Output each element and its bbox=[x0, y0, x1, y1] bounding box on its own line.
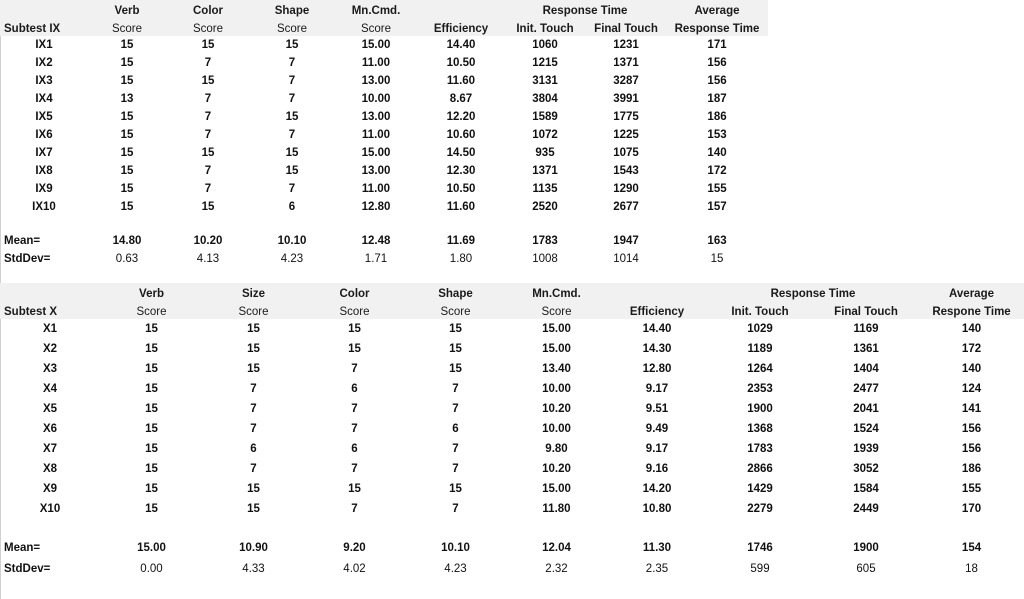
table-cell: 15 bbox=[449, 343, 462, 355]
column-header: Average bbox=[919, 283, 1024, 300]
table-cell: 6 bbox=[452, 423, 459, 435]
table-cell: 156 bbox=[707, 75, 727, 87]
table-cell: 1429 bbox=[747, 483, 773, 495]
table-cell: 15 bbox=[145, 383, 158, 395]
table-cell: 13 bbox=[120, 93, 134, 105]
table-cell: 155 bbox=[707, 183, 727, 195]
table-cell: 7 bbox=[250, 383, 257, 395]
table-cell: 15 bbox=[348, 323, 361, 335]
column-header: Mn.Cmd. bbox=[334, 0, 418, 17]
table-cell: 14.50 bbox=[446, 147, 476, 159]
table-cell: 10.20 bbox=[542, 403, 571, 415]
column-header: Score bbox=[405, 300, 506, 319]
mean-value: 12.48 bbox=[361, 235, 391, 247]
spacer-cell bbox=[0, 519, 1024, 537]
table-cell: 2449 bbox=[853, 503, 879, 515]
row-label: X6 bbox=[42, 423, 58, 435]
table-cell: 10.60 bbox=[446, 129, 476, 141]
table-cell: 7 bbox=[204, 183, 212, 195]
table-cell: 7 bbox=[250, 423, 257, 435]
column-header: Efficiency bbox=[607, 300, 707, 319]
table-cell: 1939 bbox=[853, 443, 879, 455]
table-cell: 7 bbox=[351, 423, 358, 435]
row-label: X4 bbox=[42, 383, 58, 395]
column-header: Color bbox=[304, 283, 405, 300]
table-cell: 15 bbox=[449, 483, 462, 495]
table-cell: 1264 bbox=[747, 363, 773, 375]
ix-header-row-2 bbox=[0, 17, 768, 36]
table-row bbox=[0, 339, 1024, 359]
table-cell: 15 bbox=[145, 503, 158, 515]
table-cell: 15 bbox=[120, 111, 134, 123]
table-cell: 11.00 bbox=[361, 183, 391, 195]
column-header: Shape bbox=[250, 0, 334, 17]
column-header: Score bbox=[334, 17, 418, 36]
table-cell: 11.60 bbox=[446, 75, 476, 87]
row-label: IX6 bbox=[35, 129, 53, 141]
table-cell: 15 bbox=[201, 75, 215, 87]
column-header: Response Time bbox=[666, 17, 768, 36]
column-header: Init. Touch bbox=[707, 300, 813, 319]
table-cell: 15.00 bbox=[361, 147, 391, 159]
table-cell: 1900 bbox=[747, 403, 773, 415]
table-cell: 140 bbox=[707, 147, 727, 159]
table-cell: 7 bbox=[250, 463, 257, 475]
table-cell: 7 bbox=[351, 403, 358, 415]
table-cell: 1135 bbox=[532, 183, 558, 195]
table-cell: 6 bbox=[351, 443, 358, 455]
table-cell: 9.16 bbox=[645, 463, 669, 475]
table-cell: 15 bbox=[285, 147, 299, 159]
table-cell: 14.20 bbox=[642, 483, 672, 495]
column-header: Score bbox=[203, 300, 304, 319]
table-cell: 13.40 bbox=[542, 363, 571, 375]
table-cell: 2353 bbox=[747, 383, 773, 395]
table-cell: 15 bbox=[201, 147, 215, 159]
table-cell: 1060 bbox=[532, 39, 558, 51]
mean-value: 1900 bbox=[853, 541, 879, 554]
table-cell: 8.67 bbox=[449, 93, 473, 105]
x-header-row-1 bbox=[0, 283, 1024, 300]
table-cell: 1524 bbox=[853, 423, 879, 435]
table-cell: 15.00 bbox=[542, 323, 571, 335]
stddev-label: StdDev= bbox=[4, 562, 51, 575]
column-header bbox=[0, 283, 100, 300]
table-cell: 156 bbox=[961, 423, 982, 435]
column-header: Final Touch bbox=[813, 300, 919, 319]
table-cell: 155 bbox=[961, 483, 982, 495]
row-label: IX9 bbox=[35, 183, 53, 195]
spacer-row bbox=[0, 216, 768, 232]
row-label: X1 bbox=[42, 323, 58, 335]
table-row bbox=[0, 399, 1024, 419]
table-cell: 1368 bbox=[747, 423, 773, 435]
table-row bbox=[0, 36, 768, 54]
table-cell: 14.30 bbox=[642, 343, 672, 355]
table-row bbox=[0, 359, 1024, 379]
table-cell: 172 bbox=[707, 165, 727, 177]
table-row bbox=[0, 144, 768, 162]
table-cell: 15.00 bbox=[361, 39, 391, 51]
mean-label: Mean= bbox=[4, 235, 41, 247]
table-cell: 10.00 bbox=[542, 423, 571, 435]
ix-header-row-1 bbox=[0, 0, 768, 17]
row-label: X9 bbox=[42, 483, 58, 495]
table-cell: 6 bbox=[351, 383, 358, 395]
table-cell: 1075 bbox=[613, 147, 639, 159]
table-cell: 11.80 bbox=[542, 503, 571, 515]
table-cell: 7 bbox=[351, 463, 358, 475]
table-cell: 140 bbox=[961, 323, 982, 335]
x-header-row-2 bbox=[0, 300, 1024, 319]
table-row bbox=[0, 459, 1024, 479]
table-cell: 1215 bbox=[532, 57, 558, 69]
table-row bbox=[0, 439, 1024, 459]
stddev-value: 605 bbox=[856, 562, 876, 575]
stddev-value: 0.00 bbox=[140, 562, 163, 575]
table-cell: 15 bbox=[145, 483, 158, 495]
table-cell: 9.80 bbox=[545, 443, 568, 455]
mean-value: 11.30 bbox=[642, 541, 672, 554]
table-cell: 10.50 bbox=[446, 183, 476, 195]
row-label: IX7 bbox=[35, 147, 53, 159]
table-cell: 15 bbox=[145, 323, 158, 335]
row-label: IX5 bbox=[35, 111, 53, 123]
table-cell: 7 bbox=[288, 183, 296, 195]
row-label: X5 bbox=[42, 403, 58, 415]
table-cell: 186 bbox=[961, 463, 982, 475]
table-cell: 13.00 bbox=[361, 165, 391, 177]
stddev-value: 1.80 bbox=[449, 253, 473, 265]
table-cell: 9.51 bbox=[645, 403, 669, 415]
table-cell: 1775 bbox=[613, 111, 639, 123]
column-header: Average bbox=[666, 0, 768, 17]
stddev-value: 4.23 bbox=[444, 562, 467, 575]
table-cell: 124 bbox=[961, 383, 982, 395]
table-row bbox=[0, 479, 1024, 499]
stddev-value: 2.32 bbox=[545, 562, 568, 575]
table-cell: 15 bbox=[247, 363, 260, 375]
row-label: IX4 bbox=[35, 93, 53, 105]
stddev-value: 1.71 bbox=[364, 253, 388, 265]
stddev-row bbox=[0, 558, 1024, 579]
table-cell: 15 bbox=[201, 39, 215, 51]
table-cell: 7 bbox=[204, 129, 212, 141]
table-cell: 170 bbox=[961, 503, 982, 515]
table-cell: 3287 bbox=[613, 75, 639, 87]
table-cell: 1189 bbox=[747, 343, 773, 355]
column-header: Final Touch bbox=[586, 17, 666, 36]
table-row bbox=[0, 126, 768, 144]
mean-value: 10.90 bbox=[239, 541, 268, 554]
table-row bbox=[0, 419, 1024, 439]
table-cell: 3804 bbox=[532, 93, 558, 105]
table-cell: 2677 bbox=[613, 201, 639, 213]
mean-label: Mean= bbox=[4, 541, 41, 554]
subtest-x-table bbox=[0, 283, 1024, 579]
table-cell: 1225 bbox=[613, 129, 639, 141]
table-cell: 9.49 bbox=[645, 423, 669, 435]
mean-row bbox=[0, 537, 1024, 558]
column-header bbox=[607, 283, 707, 300]
table-row bbox=[0, 54, 768, 72]
table-cell: 7 bbox=[452, 403, 459, 415]
table-cell: 15 bbox=[449, 323, 462, 335]
table-cell: 15 bbox=[120, 39, 134, 51]
mean-value: 15.00 bbox=[137, 541, 166, 554]
table-row bbox=[0, 90, 768, 108]
stddev-value: 1008 bbox=[532, 253, 558, 265]
table-cell: 3052 bbox=[853, 463, 879, 475]
table-cell: 7 bbox=[452, 383, 459, 395]
table-cell: 15 bbox=[145, 403, 158, 415]
row-label: X3 bbox=[42, 363, 58, 375]
table-cell: 1231 bbox=[613, 39, 639, 51]
mean-value: 9.20 bbox=[343, 541, 366, 554]
table-cell: 10.00 bbox=[542, 383, 571, 395]
table-cell: 15 bbox=[120, 75, 134, 87]
table-cell: 1404 bbox=[853, 363, 879, 375]
table-cell: 12.30 bbox=[446, 165, 476, 177]
table-cell: 10.20 bbox=[542, 463, 571, 475]
table-cell: 2520 bbox=[532, 201, 558, 213]
table-cell: 13.00 bbox=[361, 111, 391, 123]
row-label: X2 bbox=[42, 343, 58, 355]
table-cell: 7 bbox=[204, 165, 212, 177]
column-header: Score bbox=[506, 300, 607, 319]
table-cell: 2041 bbox=[853, 403, 879, 415]
column-header: Score bbox=[304, 300, 405, 319]
mean-value: 163 bbox=[707, 235, 727, 247]
table-cell: 14.40 bbox=[446, 39, 476, 51]
subtest-ix-table bbox=[0, 0, 768, 268]
stddev-value: 4.33 bbox=[242, 562, 265, 575]
table-cell: 15 bbox=[348, 483, 361, 495]
stddev-value: 15 bbox=[710, 253, 724, 265]
table-cell: 1290 bbox=[613, 183, 639, 195]
table-cell: 10.80 bbox=[642, 503, 672, 515]
table-cell: 7 bbox=[250, 403, 257, 415]
table-cell: 11.60 bbox=[446, 201, 476, 213]
table-cell: 15 bbox=[449, 363, 462, 375]
table-label-header: Subtest X bbox=[0, 300, 100, 319]
table-cell: 15 bbox=[145, 363, 158, 375]
table-cell: 15 bbox=[247, 503, 260, 515]
row-label: IX8 bbox=[35, 165, 53, 177]
column-header: Score bbox=[100, 300, 203, 319]
table-cell: 9.17 bbox=[645, 443, 669, 455]
table-cell: 10.50 bbox=[446, 57, 476, 69]
column-header: Size bbox=[203, 283, 304, 300]
column-header: Mn.Cmd. bbox=[506, 283, 607, 300]
mean-value: 1783 bbox=[532, 235, 558, 247]
table-cell: 13.00 bbox=[361, 75, 391, 87]
table-cell: 186 bbox=[707, 111, 727, 123]
table-cell: 11.00 bbox=[361, 129, 391, 141]
table-cell: 7 bbox=[452, 443, 459, 455]
mean-value: 10.10 bbox=[277, 235, 307, 247]
table-cell: 187 bbox=[707, 93, 727, 105]
row-label: X10 bbox=[39, 503, 61, 515]
table-cell: 1029 bbox=[747, 323, 773, 335]
table-row bbox=[0, 108, 768, 126]
mean-value: 12.04 bbox=[542, 541, 571, 554]
stddev-label: StdDev= bbox=[4, 253, 51, 265]
table-cell: 15 bbox=[247, 323, 260, 335]
column-header: Score bbox=[166, 17, 250, 36]
table-cell: 15 bbox=[120, 147, 134, 159]
table-cell: 14.40 bbox=[642, 323, 672, 335]
table-cell: 157 bbox=[707, 201, 727, 213]
table-cell: 7 bbox=[351, 503, 358, 515]
table-cell: 15 bbox=[348, 343, 361, 355]
column-header: Efficiency bbox=[418, 17, 504, 36]
table-cell: 7 bbox=[452, 463, 459, 475]
stddev-value: 4.23 bbox=[280, 253, 304, 265]
table-cell: 156 bbox=[961, 443, 982, 455]
column-header bbox=[418, 0, 504, 17]
table-cell: 15 bbox=[120, 183, 134, 195]
table-label-header: Subtest IX bbox=[0, 17, 88, 36]
table-cell: 15 bbox=[285, 165, 299, 177]
table-cell: 15 bbox=[120, 57, 134, 69]
table-cell: 15 bbox=[120, 129, 134, 141]
table-cell: 1589 bbox=[532, 111, 558, 123]
row-label: IX2 bbox=[35, 57, 53, 69]
table-cell: 15 bbox=[145, 423, 158, 435]
table-cell: 15.00 bbox=[542, 483, 571, 495]
table-row bbox=[0, 180, 768, 198]
row-label: IX10 bbox=[32, 201, 56, 213]
table-cell: 7 bbox=[288, 93, 296, 105]
table-cell: 1169 bbox=[853, 323, 879, 335]
table-row bbox=[0, 198, 768, 216]
table-cell: 7 bbox=[288, 129, 296, 141]
table-cell: 1783 bbox=[747, 443, 773, 455]
table-row bbox=[0, 379, 1024, 399]
table-cell: 140 bbox=[961, 363, 982, 375]
column-header: Init. Touch bbox=[504, 17, 586, 36]
column-header: Score bbox=[88, 17, 166, 36]
table-cell: 7 bbox=[351, 363, 358, 375]
table-cell: 2279 bbox=[747, 503, 773, 515]
mean-value: 11.69 bbox=[446, 235, 476, 247]
table-cell: 7 bbox=[204, 93, 212, 105]
spacer-row bbox=[0, 519, 1024, 537]
column-header: Verb bbox=[88, 0, 166, 17]
table-cell: 12.80 bbox=[361, 201, 391, 213]
table-row bbox=[0, 499, 1024, 519]
table-cell: 15 bbox=[145, 343, 158, 355]
table-cell: 153 bbox=[707, 129, 727, 141]
stddev-value: 599 bbox=[750, 562, 770, 575]
table-cell: 1371 bbox=[613, 57, 639, 69]
table-cell: 12.20 bbox=[446, 111, 476, 123]
table-cell: 3991 bbox=[613, 93, 639, 105]
table-cell: 1361 bbox=[853, 343, 879, 355]
table-cell: 15 bbox=[247, 343, 260, 355]
table-row bbox=[0, 72, 768, 90]
table-cell: 15.00 bbox=[542, 343, 571, 355]
row-label: IX1 bbox=[35, 39, 53, 51]
column-group-header: Response Time bbox=[707, 283, 919, 300]
stddev-value: 18 bbox=[965, 562, 978, 575]
table-cell: 10.00 bbox=[361, 93, 391, 105]
row-label: X7 bbox=[42, 443, 58, 455]
table-cell: 7 bbox=[204, 57, 212, 69]
table-row bbox=[0, 162, 768, 180]
mean-value: 14.80 bbox=[112, 235, 142, 247]
table-cell: 172 bbox=[961, 343, 982, 355]
row-label: X8 bbox=[42, 463, 58, 475]
table-cell: 7 bbox=[288, 57, 296, 69]
table-cell: 15 bbox=[201, 201, 215, 213]
table-cell: 9.17 bbox=[645, 383, 669, 395]
mean-row bbox=[0, 232, 768, 250]
column-header: Color bbox=[166, 0, 250, 17]
mean-value: 154 bbox=[961, 541, 982, 554]
table-cell: 1584 bbox=[853, 483, 879, 495]
table-cell: 12.80 bbox=[642, 363, 672, 375]
table-cell: 141 bbox=[961, 403, 982, 415]
column-header: Score bbox=[250, 17, 334, 36]
table-cell: 11.00 bbox=[361, 57, 391, 69]
table-cell: 2866 bbox=[747, 463, 773, 475]
mean-value: 10.20 bbox=[193, 235, 223, 247]
column-header bbox=[0, 0, 88, 17]
stddev-value: 4.13 bbox=[196, 253, 220, 265]
table-cell: 1543 bbox=[613, 165, 639, 177]
stddev-value: 2.35 bbox=[645, 562, 669, 575]
table-cell: 15 bbox=[120, 201, 134, 213]
table-cell: 156 bbox=[707, 57, 727, 69]
table-cell: 7 bbox=[204, 111, 212, 123]
column-header: Respone Time bbox=[919, 300, 1024, 319]
column-header: Shape bbox=[405, 283, 506, 300]
mean-value: 10.10 bbox=[441, 541, 470, 554]
row-label: IX3 bbox=[35, 75, 53, 87]
table-cell: 15 bbox=[285, 39, 299, 51]
table-cell: 15 bbox=[247, 483, 260, 495]
spacer-cell bbox=[0, 216, 768, 232]
table-cell: 15 bbox=[145, 463, 158, 475]
column-group-header: Response Time bbox=[504, 0, 666, 17]
table-cell: 171 bbox=[707, 39, 727, 51]
stddev-row bbox=[0, 250, 768, 268]
table-cell: 935 bbox=[535, 147, 555, 159]
table-cell: 15 bbox=[285, 111, 299, 123]
table-cell: 3131 bbox=[532, 75, 558, 87]
table-row bbox=[0, 319, 1024, 339]
table-cell: 15 bbox=[120, 165, 134, 177]
table-cell: 6 bbox=[250, 443, 257, 455]
table-cell: 7 bbox=[452, 503, 459, 515]
mean-value: 1947 bbox=[613, 235, 639, 247]
table-cell: 1072 bbox=[532, 129, 558, 141]
stddev-value: 0.63 bbox=[115, 253, 139, 265]
table-cell: 6 bbox=[288, 201, 296, 213]
table-cell: 15 bbox=[145, 443, 158, 455]
table-cell: 7 bbox=[288, 75, 296, 87]
stddev-value: 1014 bbox=[613, 253, 639, 265]
column-header: Verb bbox=[100, 283, 203, 300]
table-cell: 1371 bbox=[532, 165, 558, 177]
mean-value: 1746 bbox=[747, 541, 773, 554]
stddev-value: 4.02 bbox=[343, 562, 366, 575]
table-cell: 2477 bbox=[853, 383, 879, 395]
